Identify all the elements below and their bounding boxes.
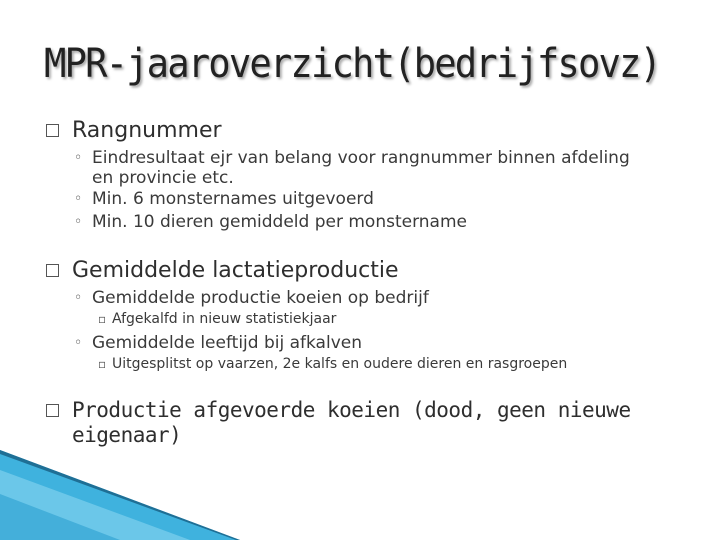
bullet-productie-afgevoerde-koeien — [72, 398, 712, 448]
bullet-gemiddelde-lactatieproductie — [72, 258, 399, 284]
bullet-rangnummer — [72, 118, 222, 144]
ring-bullet-icon: ◦ — [74, 214, 83, 230]
bullet-text: Gemiddelde lactatieproductie — [72, 258, 399, 283]
sub-bullet — [74, 288, 692, 308]
sub-bullet — [74, 148, 652, 188]
sub-sub-bullet-text: Afgekalfd in nieuw statistiekjaar — [112, 311, 337, 327]
sub-bullet — [74, 333, 692, 353]
checkbox-icon — [46, 404, 59, 417]
corner-decoration — [0, 450, 240, 540]
sub-bullet-text: Gemiddelde productie koeien op bedrijf — [92, 288, 429, 308]
ring-bullet-icon: ◦ — [74, 335, 83, 351]
sub-bullet — [74, 189, 692, 209]
bullet-text: Productie afgevoerde koeien (dood, geen nieuwe eigenaar) — [72, 398, 631, 447]
sub-bullet-text: Min. 10 dieren gemiddeld per monstername — [92, 212, 467, 232]
slide-title: MPR-jaaroverzicht(bedrijfsovz) — [44, 41, 661, 87]
sub-bullet-text: Min. 6 monsternames uitgevoerd — [92, 189, 374, 209]
sub-sub-bullet-text: Uitgesplitst op vaarzen, 2e kalfs en oudere dieren en rasgroepen — [112, 356, 568, 372]
sub-bullet-text: Gemiddelde leeftijd bij afkalven — [92, 333, 362, 353]
glyph-bullet-icon: ▫ — [98, 357, 107, 371]
checkbox-icon — [46, 124, 59, 137]
checkbox-icon — [46, 264, 59, 277]
sub-bullet-text: Eindresultaat ejr van belang voor rangnummer binnen afdeling en provincie etc. — [92, 148, 630, 188]
sub-sub-bullet — [98, 356, 612, 372]
ring-bullet-icon: ◦ — [74, 290, 83, 306]
glyph-bullet-icon: ▫ — [98, 312, 107, 326]
sub-sub-bullet — [98, 311, 612, 327]
ring-bullet-icon: ◦ — [74, 150, 83, 166]
bullet-text: Rangnummer — [72, 118, 222, 143]
sub-bullet — [74, 212, 692, 232]
ring-bullet-icon: ◦ — [74, 191, 83, 207]
